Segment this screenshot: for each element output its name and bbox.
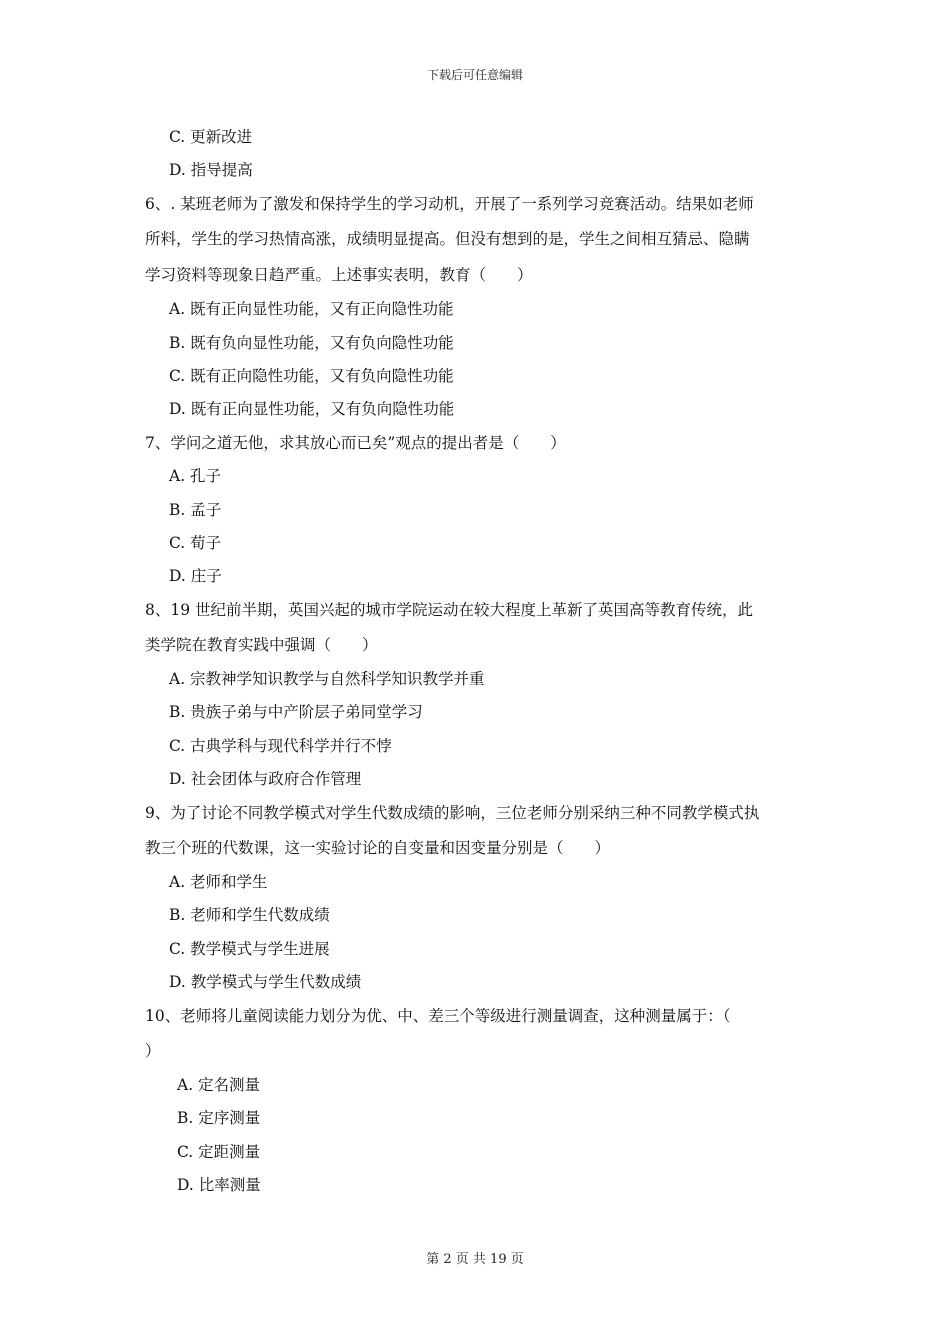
question-9-option-a: A. 老师和学生 [169,873,268,892]
page-header: 下载后可任意编辑 [426,68,523,82]
question-6-option-c: C. 既有正向隐性功能，又有负向隐性功能 [169,366,454,385]
question-6-line-2: 所料，学生的学习热情高涨，成绩明显提高。但没有想到的是，学生之间相互猜忌、隐瞒 [145,230,750,249]
option-c-previous: C. 更新改进 [169,128,253,146]
question-6-line-3: 学习资料等现象日趋严重。上述事实表明，教育（ ） [145,266,533,285]
question-7: 7、学问之道无他，求其放心而已矣”观点的提出者是（ ） [145,433,566,452]
page-footer: 第 2 页 共 19 页 [426,1252,524,1267]
question-9-option-c: C. 教学模式与学生进展 [169,939,330,958]
question-8-option-b: B. 贵族子弟与中产阶层子弟同堂学习 [169,703,423,722]
question-10-option-d: D. 比率测量 [177,1176,261,1195]
question-9-line-2: 教三个班的代数课，这一实验讨论的自变量和因变量分别是（ ） [145,839,611,858]
question-6-option-d: D. 既有正向显性功能，又有负向隐性功能 [169,400,455,419]
question-8-option-c: C. 古典学科与现代科学并行不悖 [169,736,392,755]
question-7-option-b: B. 孟子 [169,500,222,519]
question-6-line-1: 6、. 某班老师为了激发和保持学生的学习动机，开展了一系列学习竞赛活动。结果如老师 [145,194,754,213]
question-9-option-d: D. 教学模式与学生代数成绩 [169,973,362,992]
question-9-option-b: B. 老师和学生代数成绩 [169,906,330,925]
question-10-option-a: A. 定名测量 [177,1075,261,1094]
option-d-previous: D. 指导提高 [169,161,253,180]
question-7-option-c: C. 荀子 [169,533,222,552]
question-8-line-2: 类学院在教育实践中强调（ ） [145,636,378,655]
question-9-line-1: 9、为了讨论不同教学模式对学生代数成绩的影响，三位老师分别采纳三种不同教学模式执 [145,803,760,822]
question-content [145,121,810,1203]
question-10-option-c: C. 定距测量 [177,1142,261,1161]
question-6-option-b: B. 既有负向显性功能，又有负向隐性功能 [169,333,454,352]
question-7-option-d: D. 庄子 [169,567,222,586]
question-10-option-b: B. 定序测量 [177,1109,261,1128]
question-6-option-a: A. 既有正向显性功能，又有正向隐性功能 [169,300,454,319]
question-10-line-1: 10、老师将儿童阅读能力划分为优、中、差三个等级进行测量调查，这种测量属于：（ [145,1006,731,1025]
question-8-option-d: D. 社会团体与政府合作管理 [169,770,362,789]
question-8-option-a: A. 宗教神学知识教学与自然科学知识教学并重 [169,670,485,689]
question-10-line-2: ） [145,1041,161,1060]
question-7-option-a: A. 孔子 [169,467,222,486]
question-8-line-1: 8、19 世纪前半期，英国兴起的城市学院运动在较大程度上革新了英国高等教育传统，此 [145,600,754,619]
